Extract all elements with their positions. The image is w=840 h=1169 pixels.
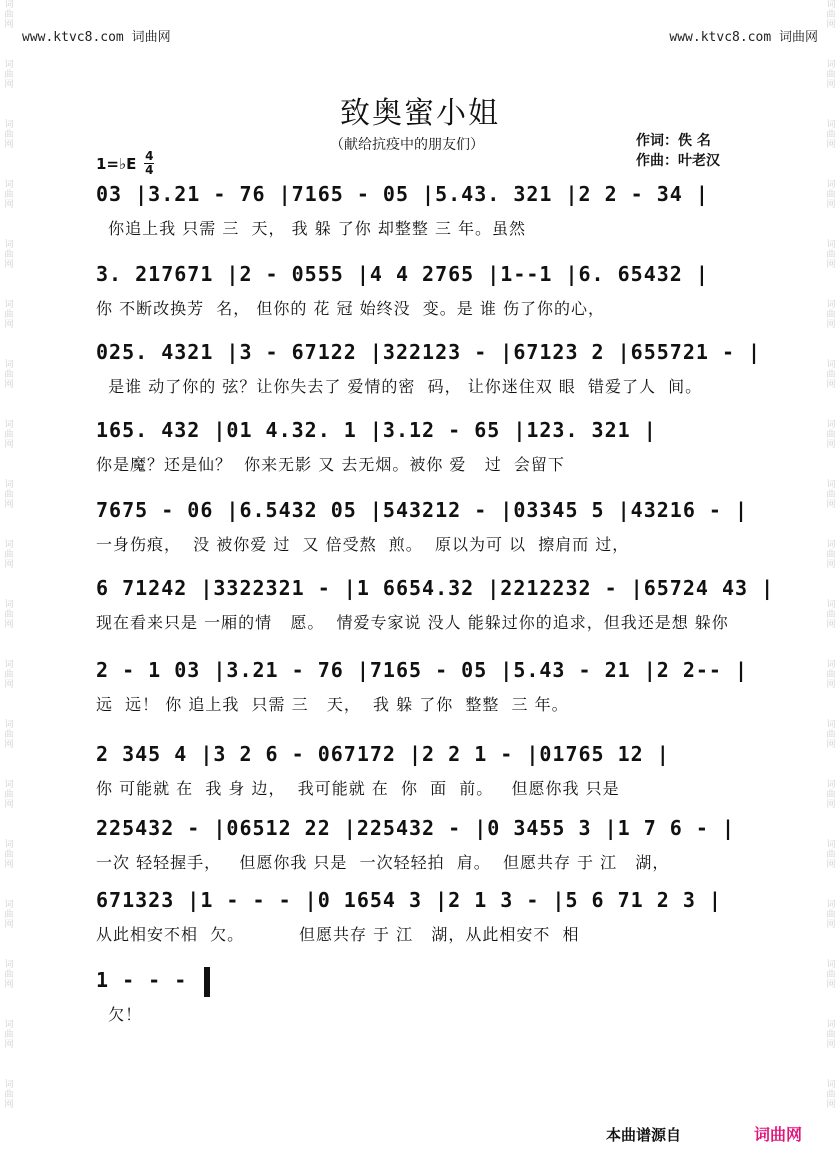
lyrics-line: 你追上我 只需 三 天， 我 躲 了你 却整整 三 年。虽然 (96, 219, 527, 238)
site-header-right (669, 26, 818, 45)
watermark-text: 词曲网 (826, 900, 836, 930)
score-system (96, 416, 756, 478)
key-label: 1=♭E (96, 154, 137, 173)
watermark-text: 词曲网 (826, 1020, 836, 1050)
watermark-text: 词曲网 (4, 240, 14, 270)
score-system (96, 180, 756, 242)
score-system (96, 656, 756, 718)
watermark-text: 词曲网 (4, 600, 14, 630)
site-name: 词曲网 (131, 30, 171, 45)
song-subtitle: （献给抗疫中的朋友们） (330, 137, 484, 153)
watermark-text: 词曲网 (826, 420, 836, 450)
watermark-text: 词曲网 (826, 0, 836, 30)
notes-line: 225432 - |06512 22 |225432 - |0 3455 3 |1 7 6 - | (96, 816, 736, 840)
footer-source-label: 本曲谱源自 (606, 1126, 682, 1144)
watermark-text: 词曲网 (4, 660, 14, 690)
watermark-text: 词曲网 (4, 540, 14, 570)
final-barline (204, 967, 210, 997)
footer-brand: 词曲网 (754, 1125, 803, 1144)
notes-line: 7675 - 06 |6.5432 05 |543212 - |03345 5 |43216 - | (96, 498, 749, 522)
score-system (96, 338, 762, 400)
left-watermark-strip (2, 0, 16, 1169)
notes-line: 2 345 4 |3 2 6 - 067172 |2 2 1 - |01765 12 | (96, 742, 670, 766)
watermark-text: 词曲网 (826, 240, 836, 270)
watermark-text: 词曲网 (4, 1080, 14, 1110)
watermark-text: 词曲网 (826, 180, 836, 210)
lyrics-line: 欠！ (96, 1005, 143, 1024)
song-title: 致奥蜜小姐 (340, 96, 500, 131)
lyrics-line: 是谁 动了你的 弦？让你失去了 爱情的密 码， 让你迷住双 眼 错爱了人 间。 (96, 377, 703, 396)
watermark-text: 词曲网 (826, 480, 836, 510)
site-header-left (22, 26, 171, 45)
watermark-text: 词曲网 (4, 720, 14, 750)
watermark-text: 词曲网 (826, 600, 836, 630)
watermark-text: 词曲网 (826, 120, 836, 150)
score-system (96, 886, 756, 948)
score-system (96, 496, 756, 558)
site-url: www.ktvc8.com (669, 30, 772, 45)
lyrics-line: 一身伤痕， 没 被你爱 过 又 倍受熬 煎。 原以为可 以 擦肩而 过， (96, 535, 630, 554)
watermark-text: 词曲网 (826, 540, 836, 570)
watermark-text: 词曲网 (4, 0, 14, 30)
watermark-text: 词曲网 (826, 300, 836, 330)
watermark-text: 词曲网 (826, 780, 836, 810)
watermark-text: 词曲网 (4, 840, 14, 870)
watermark-text: 词曲网 (4, 960, 14, 990)
time-sig-bottom: 4 (145, 163, 154, 177)
watermark-text: 词曲网 (826, 960, 836, 990)
lyrics-line: 现在看来只是 一厢的情 愿。 情爱专家说 没人 能躲过你的追求，但我还是想 躲你 (96, 613, 729, 632)
watermark-text: 词曲网 (4, 360, 14, 390)
lyrics-line: 从此相安不相 欠。 但愿共存 于 江 湖，从此相安不 相 (96, 925, 580, 944)
lyrics-line: 你是魔？还是仙？ 你来无影 又 去无烟。被你 爱 过 会留下 (96, 455, 565, 474)
site-url: www.ktvc8.com (22, 30, 124, 45)
watermark-text: 词曲网 (4, 60, 14, 90)
notes-line: 6 71242 |3322321 - |1 6654.32 |2212232 - |65724 43 | (96, 576, 775, 600)
score-system (96, 260, 756, 322)
lyrics-line: 你 可能就 在 我 身 边， 我可能就 在 你 面 前。 但愿你我 只是 (96, 779, 620, 798)
site-name: 词曲网 (778, 30, 818, 45)
watermark-text: 词曲网 (826, 720, 836, 750)
score-system (96, 740, 756, 802)
watermark-text: 词曲网 (4, 300, 14, 330)
watermark-text: 词曲网 (4, 420, 14, 450)
lyrics-line: 你 不断改换芳 名， 但你的 花 冠 始终没 变。是 谁 伤了你的心， (96, 299, 605, 318)
lyricist-credit: 作词：佚 名 (636, 133, 711, 149)
time-sig-top: 4 (145, 149, 154, 163)
watermark-text: 词曲网 (826, 660, 836, 690)
watermark-text: 词曲网 (4, 780, 14, 810)
notes-line: 025. 4321 |3 - 67122 |322123 - |67123 2 |655721 - | (96, 340, 762, 364)
lyrics-line: 一次 轻轻握手， 但愿你我 只是 一次轻轻拍 肩。 但愿共存 于 江 湖， (96, 853, 670, 872)
lyrics-line: 远 远！ 你 追上我 只需 三 天， 我 躲 了你 整整 三 年。 (96, 695, 569, 714)
key-signature (96, 150, 154, 177)
notes-line: 03 |3.21 - 76 |7165 - 05 |5.43. 321 |2 2 - 34 | (96, 182, 709, 206)
watermark-text: 词曲网 (4, 1020, 14, 1050)
watermark-text: 词曲网 (4, 480, 14, 510)
time-signature (144, 150, 154, 177)
notes-line: 671323 |1 - - - |0 1654 3 |2 1 3 - |5 6 71 2 3 | (96, 888, 722, 912)
watermark-text: 词曲网 (4, 120, 14, 150)
watermark-text: 词曲网 (826, 840, 836, 870)
watermark-text: 词曲网 (4, 900, 14, 930)
notes-line: 1 - - - (96, 966, 756, 994)
watermark-text: 词曲网 (826, 360, 836, 390)
watermark-text: 词曲网 (4, 180, 14, 210)
score-system (96, 814, 756, 876)
composer-credit: 作曲：叶老汉 (636, 153, 720, 169)
notes-line: 2 - 1 03 |3.21 - 76 |7165 - 05 |5.43 - 21 |2 2-- | (96, 658, 749, 682)
notes-line: 165. 432 |01 4.32. 1 |3.12 - 65 |123. 321 | (96, 418, 657, 442)
watermark-text: 词曲网 (826, 1080, 836, 1110)
right-watermark-strip (824, 0, 838, 1169)
notes-line: 3. 217671 |2 - 0555 |4 4 2765 |1--1 |6. 65432 | (96, 262, 709, 286)
score-system (96, 966, 756, 1028)
watermark-text: 词曲网 (826, 60, 836, 90)
score-system (96, 574, 775, 636)
